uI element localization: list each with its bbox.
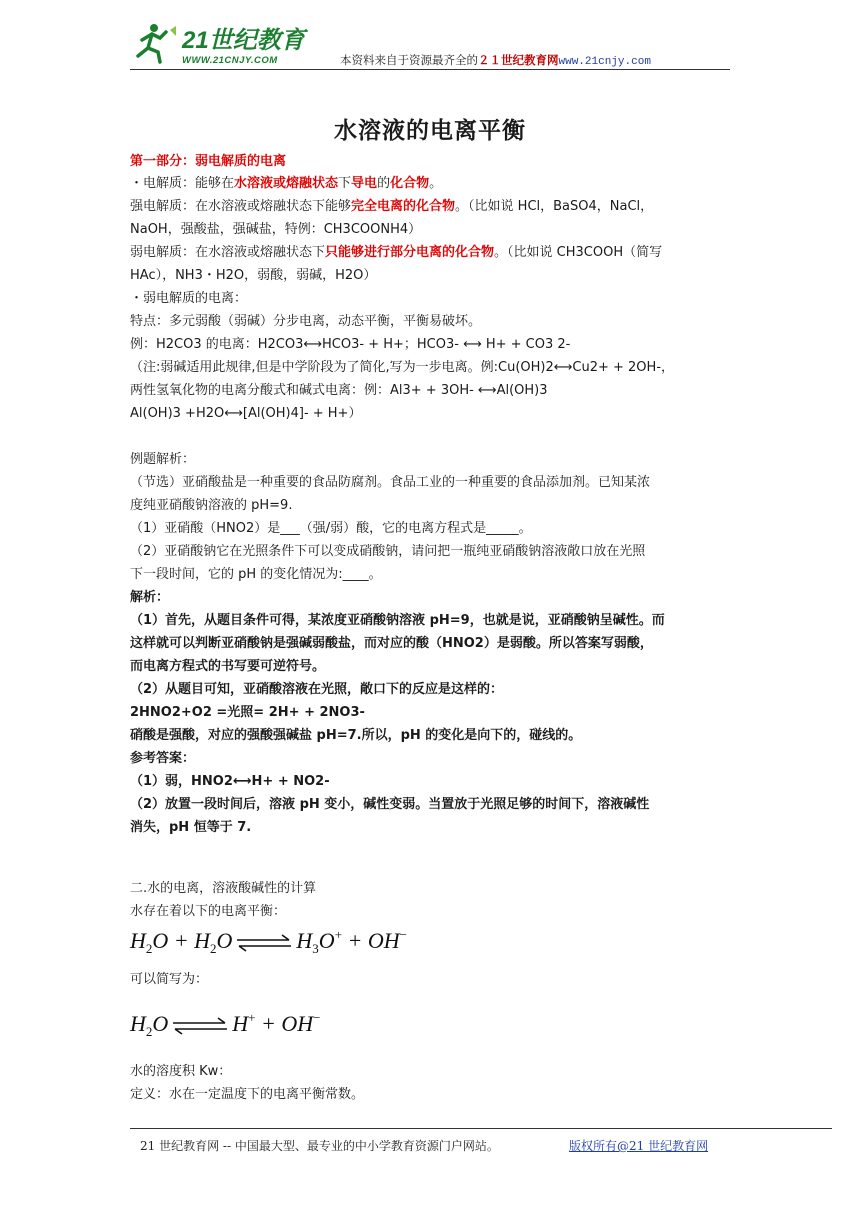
- equilibrium-arrow-icon: [171, 1015, 229, 1037]
- answer-2a: （2）放置一段时间后，溶液 pH 变小，碱性变弱。当置放于光照足够的时间下，溶液碱性: [130, 797, 650, 812]
- question-1: （1）亚硝酸（HNO2）是___（强/弱）酸，它的电离方程式是_____。: [130, 521, 532, 536]
- footer-copyright-link[interactable]: 版权所有@21 世纪教育网: [569, 1139, 709, 1153]
- header-url-link[interactable]: www.21cnjy.com: [558, 56, 651, 68]
- kw-definition: 定义：水在一定温度下的电离平衡常数。: [130, 1087, 365, 1102]
- question-2b: 下一段时间，它的 pH 的变化情况为:____。: [130, 567, 382, 582]
- analysis-line-6: 硝酸是强酸，对应的强酸强碱盐 pH=7.所以，pH 的变化是向下的，碰线的。: [130, 728, 582, 743]
- analysis-line-2: 这样就可以判断亚硝酸钠是强碱弱酸盐，而对应的酸（HNO2）是弱酸。所以答案写弱酸，: [130, 636, 653, 651]
- logo: [130, 18, 320, 70]
- equilibrium-arrow-icon: [235, 932, 293, 954]
- question-2a: （2）亚硝酸钠它在光照条件下可以变成硝酸钠，请问把一瓶纯亚硝酸钠溶液敞口放在光照: [130, 544, 646, 559]
- definition-strong-cont: NaOH，强酸盐，强碱盐，特例：CH3COONH4）: [130, 222, 422, 237]
- page-header: [130, 18, 730, 70]
- part1-heading: 第一部分：弱电解质的电离: [130, 154, 287, 169]
- problem-line-1: （节选）亚硝酸盐是一种重要的食品防腐剂。食品工业的一种重要的食品添加剂。已知某浓: [130, 475, 651, 490]
- water-simplified-equation: $H_2O$ H+ + OH−: [130, 1010, 321, 1039]
- footer-divider: [130, 1128, 832, 1129]
- water-equilibrium-equation: $H_2O + H_2O$ $H_3O^+ + OH^-$: [130, 927, 407, 956]
- definition-weak: 弱电解质：在水溶液或熔融状态下只能够进行部分电离的化合物。（比如说 CH3COOH（简写: [130, 245, 663, 260]
- note-line-2: 两性氢氧化物的电离分酸式和碱式电离：例：Al3+ + 3OH- ⟷Al(OH)3: [130, 383, 548, 398]
- ionization-heading: ・弱电解质的电离：: [130, 291, 248, 306]
- problem-line-2: 度纯亚硝酸钠溶液的 pH=9.: [130, 498, 293, 513]
- definition-electrolyte: ・电解质：能够在水溶液或熔融状态下导电的化合物。: [130, 176, 443, 191]
- analysis-line-3: 而电离方程式的书写要可逆符号。: [130, 659, 326, 674]
- simplify-text: 可以简写为：: [130, 972, 209, 987]
- answer-2b: 消失，pH 恒等于 7.: [130, 820, 252, 835]
- analysis-line-4: （2）从题目可知，亚硝酸溶液在光照，敞口下的反应是这样的：: [130, 682, 504, 697]
- feature-text: 特点：多元弱酸（弱碱）分步电离，动态平衡，平衡易破坏。: [130, 314, 482, 329]
- note-line-3: Al(OH)3 +H2O⟷[Al(OH)4]- + H+）: [130, 406, 362, 421]
- page-title: 水溶液的电离平衡: [334, 118, 526, 144]
- kw-heading: 水的溶度积 Kw：: [130, 1064, 232, 1079]
- header-site-name: ２１世纪教育网: [478, 53, 559, 67]
- note-line-1: （注:弱碱适用此规律,但是中学阶段为了简化,写为一步电离。例:Cu(OH)2⟷Cu2+ + 2OH-，: [130, 360, 675, 375]
- answer-1: （1）弱，HNO2⟷H+ + NO2-: [130, 774, 330, 789]
- header-tagline: 本资料来自于资源最齐全的２１世纪教育网www.21cnjy.com: [340, 53, 651, 68]
- analysis-line-1: （1）首先，从题目条件可得，某浓度亚硝酸钠溶液 pH=9，也就是说，亚硝酸钠呈碱性。而: [130, 613, 665, 628]
- definition-weak-cont: HAc），NH3・H2O，弱酸，弱碱，H2O）: [130, 268, 377, 283]
- svg-text:21世纪教育: 21世纪教育: [182, 27, 305, 54]
- part2-intro: 水存在着以下的电离平衡：: [130, 904, 287, 919]
- analysis-reaction: 2HNO2+O2 =光照= 2H+ + 2NO3-: [130, 705, 365, 720]
- footer-text: 21 世纪教育网 -- 中国最大型、最专业的中小学教育资源门户网站。: [140, 1139, 499, 1153]
- part2-heading: 二.水的电离，溶液酸碱性的计算: [130, 881, 317, 896]
- definition-strong: 强电解质：在水溶液或熔融状态下能够完全电离的化合物。（比如说 HCl，BaSO4，NaCl，: [130, 199, 654, 214]
- analysis-heading: 解析：: [130, 590, 170, 605]
- example-heading: 例题解析：: [130, 452, 196, 467]
- header-divider: [130, 69, 730, 70]
- running-man-icon: [138, 24, 176, 62]
- example-h2co3: 例：H2CO3 的电离：H2CO3⟷HCO3- + H+；HCO3- ⟷ H+ + CO3 2-: [130, 337, 571, 352]
- answer-heading: 参考答案：: [130, 751, 196, 766]
- svg-text:WWW.21CNJY.COM: WWW.21CNJY.COM: [182, 55, 278, 66]
